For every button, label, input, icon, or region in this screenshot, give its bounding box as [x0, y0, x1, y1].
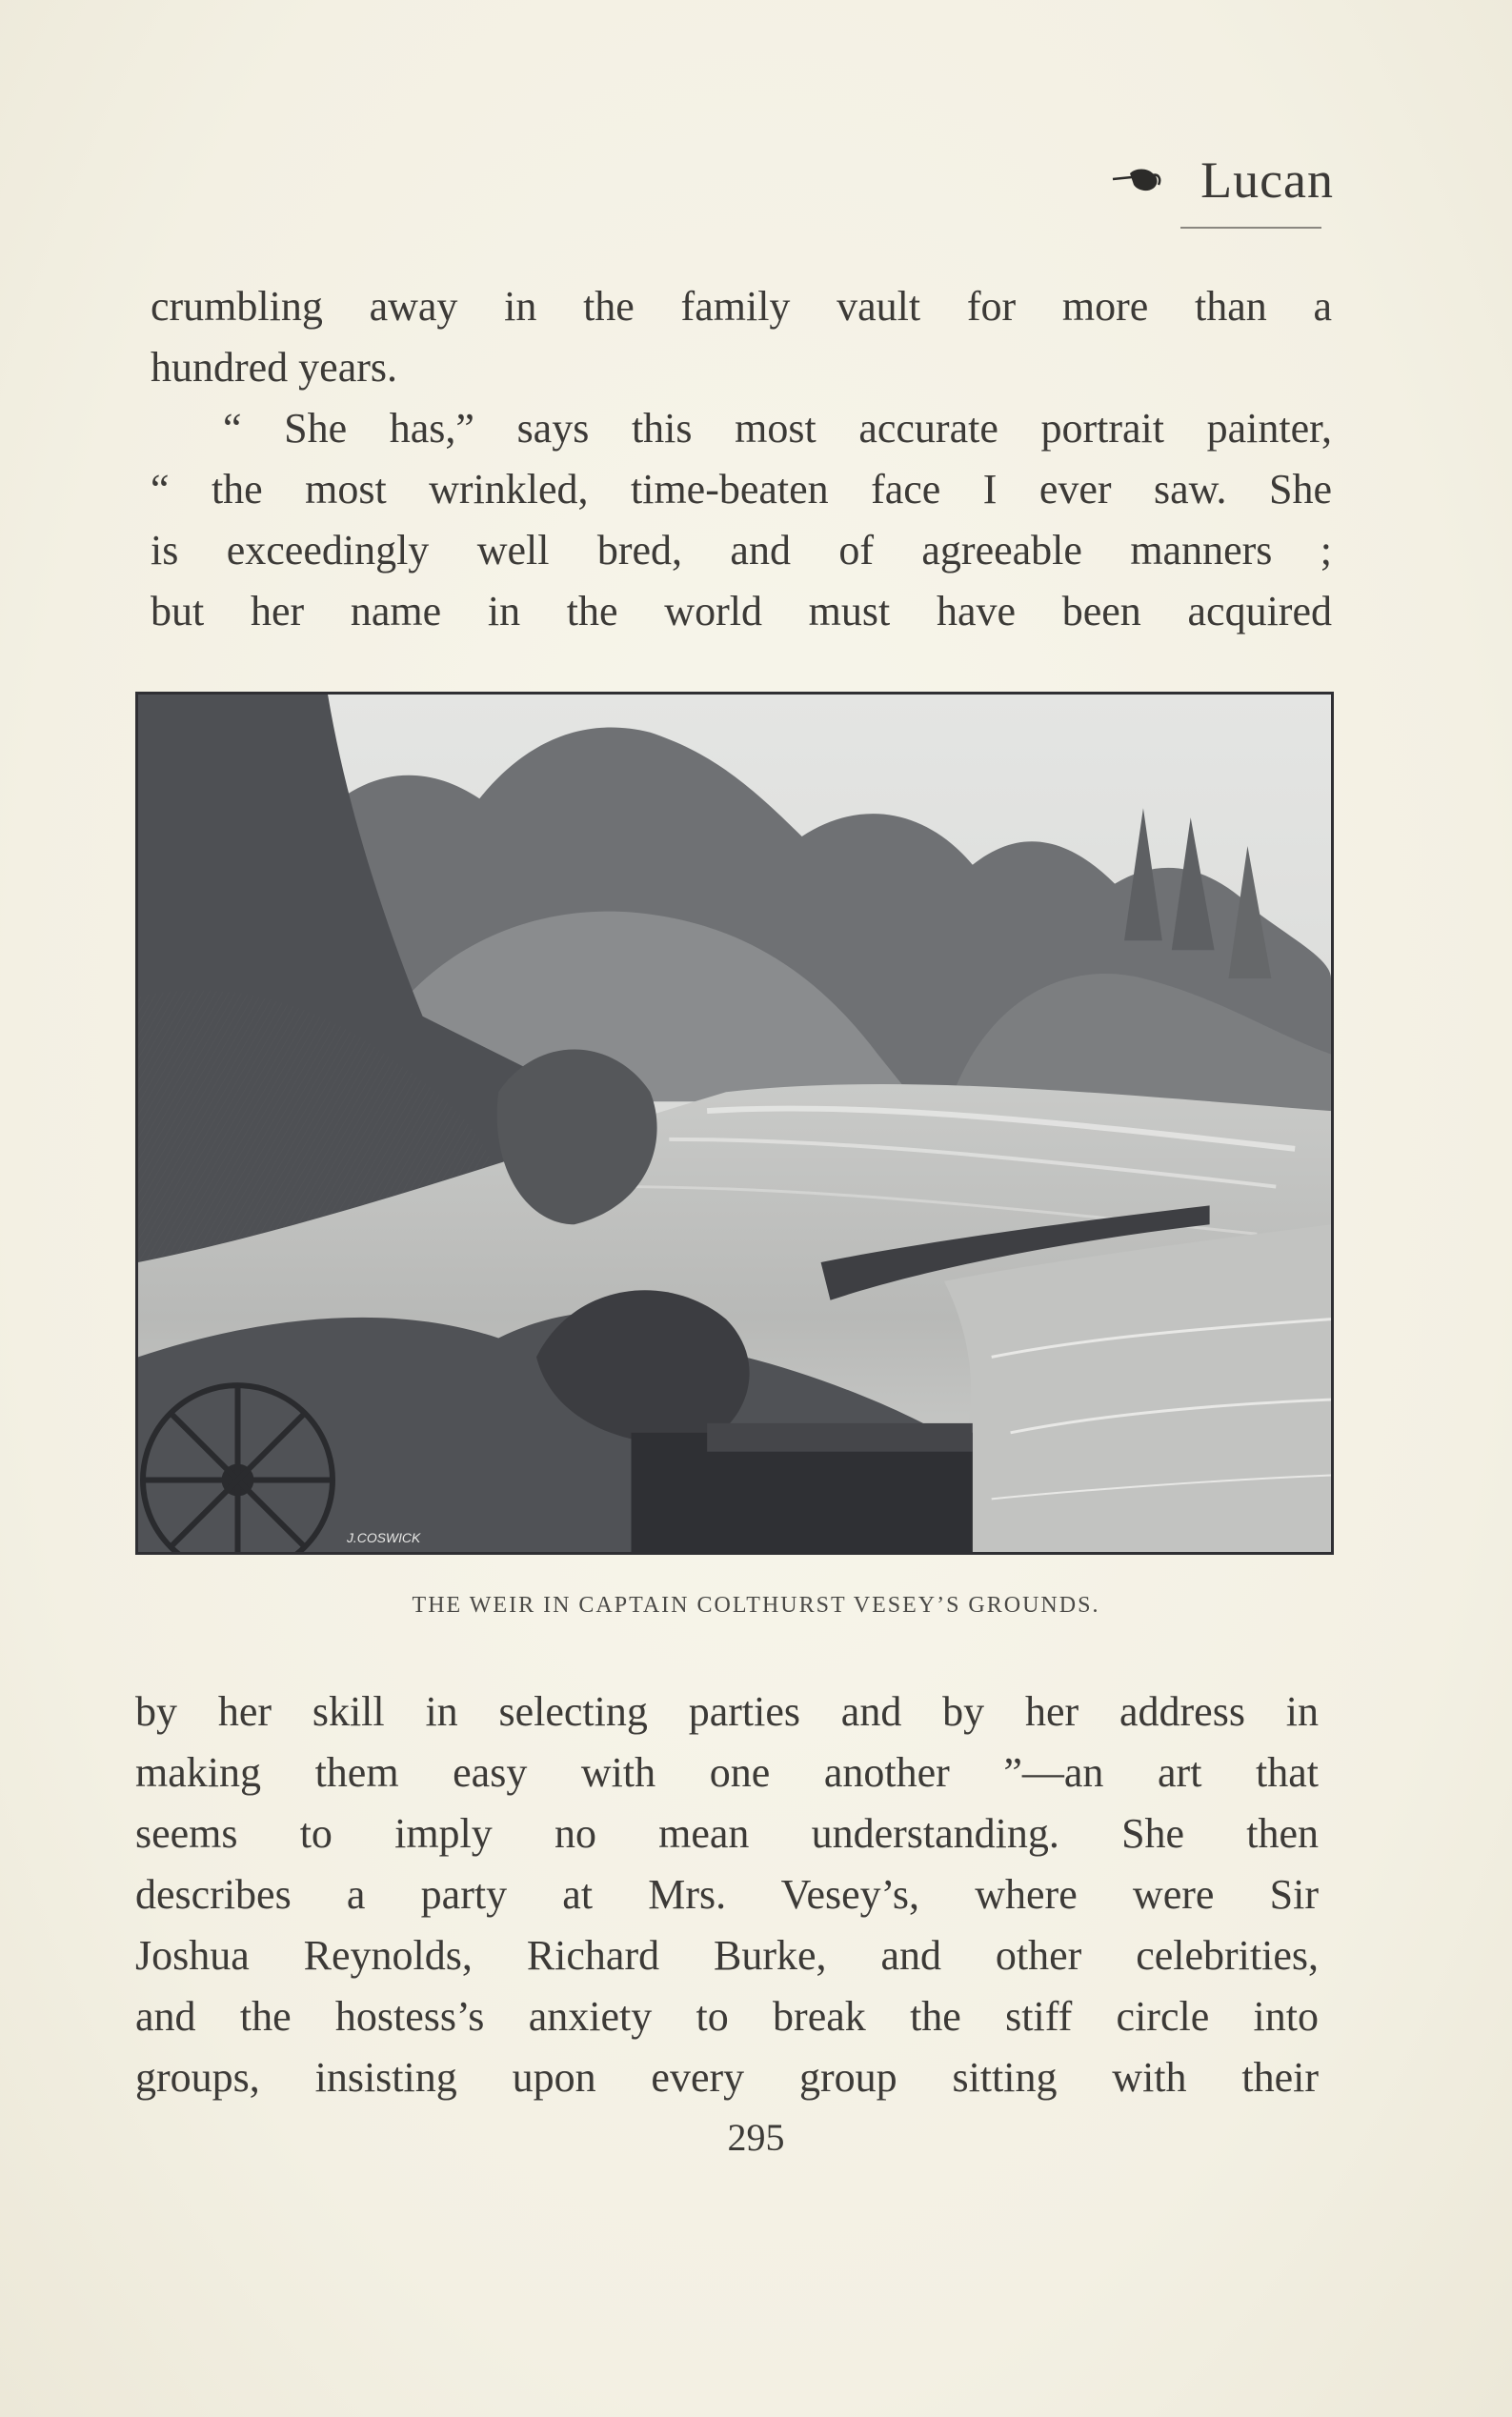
engraver-signature: J.COSWICK [346, 1530, 421, 1546]
text-line: seems to imply no mean understanding. She then [135, 1810, 1319, 1857]
text-line: hundred years. [151, 344, 398, 391]
text-line: Joshua Reynolds, Richard Burke, and other celebrities, [135, 1932, 1319, 1979]
text-line: crumbling away in the family vault for more than a [151, 283, 1332, 330]
text-line: describes a party at Mrs. Vesey’s, where were Sir [135, 1871, 1319, 1918]
text-line: by her skill in selecting parties and by her address in [135, 1688, 1319, 1735]
text-line: groups, insisting upon every group sitting with their [135, 2054, 1319, 2101]
running-head [1111, 151, 1334, 210]
text-line: “ She has,” says this most accurate portrait painter, [223, 405, 1332, 452]
weir-illustration [135, 692, 1334, 1555]
text-line: and the hostess’s anxiety to break the stiff circle into [135, 1993, 1319, 2040]
text-line: but her name in the world must have been acquired [151, 588, 1332, 634]
running-title: Lucan [1200, 151, 1334, 209]
text-line: is exceedingly well bred, and of agreeable manners ; [151, 527, 1332, 574]
text-line: making them easy with one another ”—an art that [135, 1749, 1319, 1796]
text-line: “ the most wrinkled, time-beaten face I ever saw. She [151, 466, 1332, 513]
header-rule [1180, 227, 1321, 229]
top-paragraphs [151, 276, 1332, 642]
page-number: 295 [727, 2116, 785, 2159]
pointing-hand-icon [1111, 166, 1162, 194]
bottom-paragraphs [135, 1682, 1319, 2108]
weir-engraving [138, 695, 1331, 1552]
figure-caption: THE WEIR IN CAPTAIN COLTHURST VESEY’S GROUNDS. [412, 1593, 1100, 1618]
